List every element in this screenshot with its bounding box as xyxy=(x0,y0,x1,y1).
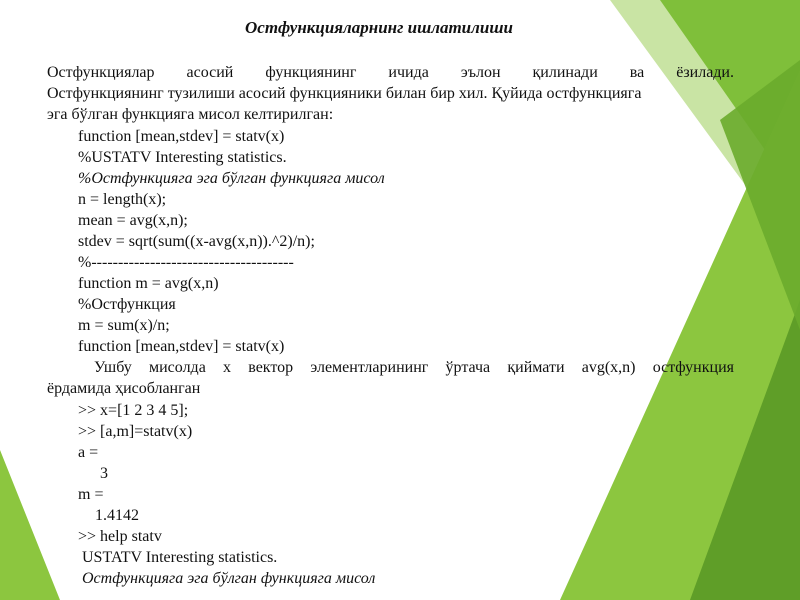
code-line: mean = avg(x,n); xyxy=(78,212,188,229)
session-line: Остфункцияга эга бўлган функцияга мисол xyxy=(82,570,376,587)
session-line: >> help statv xyxy=(78,528,162,545)
code-line: %Остфункцияга эга бўлган функцияга мисол xyxy=(78,170,385,187)
slide-title: Остфункцияларнинг ишлатилиши xyxy=(245,18,513,37)
session-line: >> [a,m]=statv(x) xyxy=(78,423,193,440)
code-line: function m = avg(x,n) xyxy=(78,275,219,292)
code-line: n = length(x); xyxy=(78,191,167,208)
code-line: %Остфункция xyxy=(78,296,176,313)
code-line: %-------------------------------------- xyxy=(78,254,294,271)
code-line: function [mean,stdev] = statv(x) xyxy=(78,338,285,355)
paragraph-2-line-2: ёрдамида ҳисобланган xyxy=(47,380,201,397)
session-line: a = xyxy=(78,444,99,461)
paragraph-1-line-2: Остфункциянинг тузилиши асосий функцияники билан бир хил. Қуйида остфункцияга xyxy=(47,85,642,102)
session-line: >> x=[1 2 3 4 5]; xyxy=(78,402,189,419)
paragraph-1-line-3: эга бўлган функцияга мисол келтирилган: xyxy=(47,106,334,123)
session-line: USTATV Interesting statistics. xyxy=(82,549,278,566)
session-line: 1.4142 xyxy=(95,507,139,524)
paragraph-2-line-1: Ушбу мисолда x вектор элементларининг ўртача қиймати avg(x,n) остфункция xyxy=(94,359,734,376)
session-line: 3 xyxy=(100,465,108,482)
session-line: m = xyxy=(78,486,104,503)
code-line: m = sum(x)/n; xyxy=(78,317,170,334)
code-line: function [mean,stdev] = statv(x) xyxy=(78,128,285,145)
code-line: stdev = sqrt(sum((x-avg(x,n)).^2)/n); xyxy=(78,233,315,250)
code-line: %USTATV Interesting statistics. xyxy=(78,149,287,166)
paragraph-1-line-1: Остфункциялар асосий функциянинг ичида эълон қилинади ва ёзилади. xyxy=(47,64,734,81)
